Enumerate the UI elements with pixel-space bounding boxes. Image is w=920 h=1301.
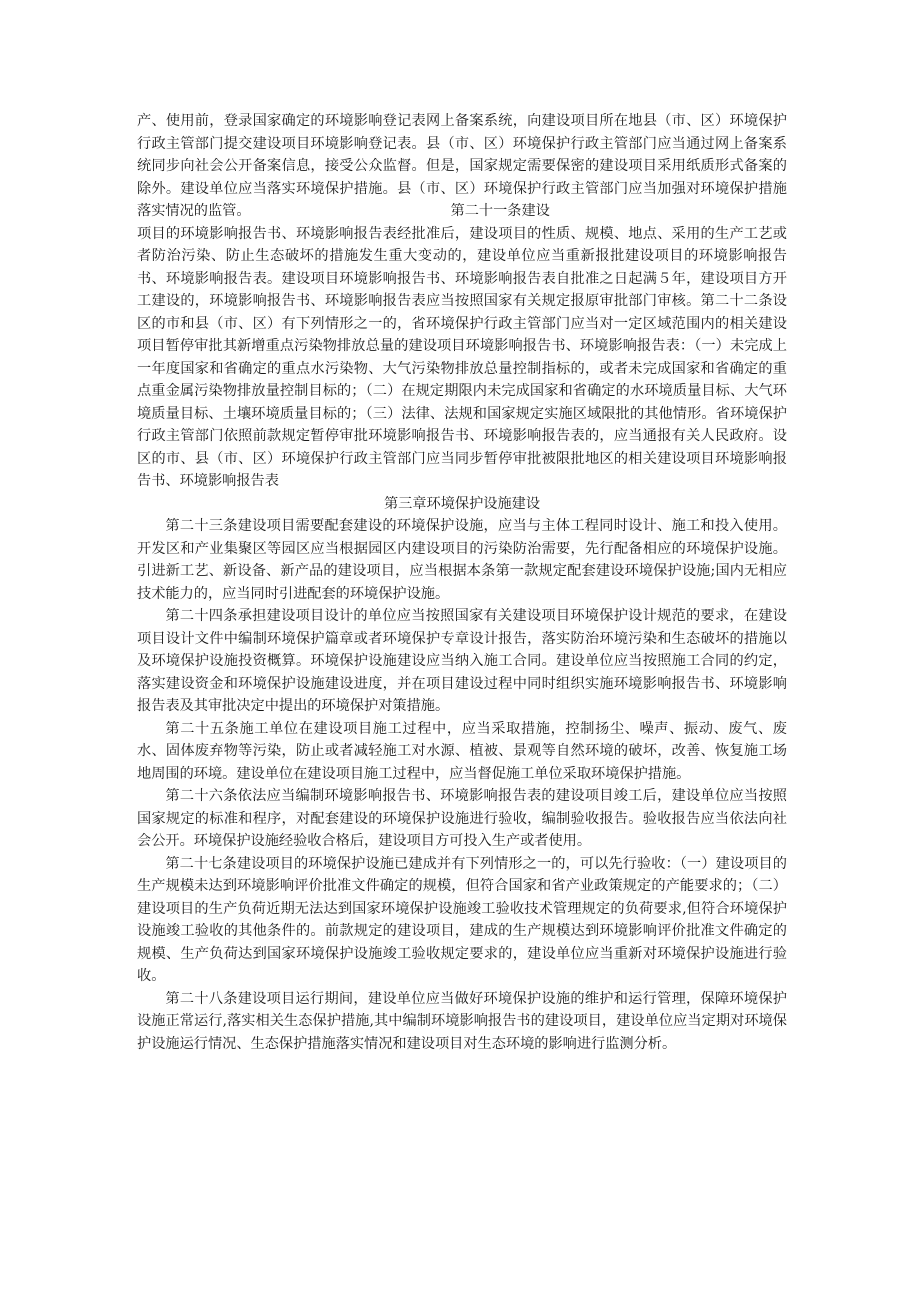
article-24: 第二十四条承担建设项目设计的单位应当按照国家有关建设项目环境保护设计规范的要求，在建设项目设计文件中编制环境保护篇章或者环境保护专章设计报告，落实防治环境污染和生态破坏的措施以及环境保护设施投资概算。环境保护设施建设应当纳入施工合同。建设单位应当按照施工合同的约定，落实建设资金和环境保护设施建设进度，并在项目建设过程中同时组织实施环境影响报告书、环境影响报告表及其审批决定中提出的环境保护对策措施。 [137, 608, 787, 714]
article-23: 第二十三条建设项目需要配套建设的环境保护设施，应当与主体工程同时设计、施工和投入使用。开发区和产业集聚区等园区应当根据园区内建设项目的污染防治需要，先行配备相应的环境保护设施。引进新工艺、新设备、新产品的建设项目，应当根据本条第一款规定配套建设环境保护设施;国内无相应技术能力的，应当同时引进配套的环境保护设施。 [137, 518, 787, 602]
paragraph-block-1 [137, 110, 787, 223]
article-21-heading: 第二十一条建设 [450, 203, 550, 219]
chapter-title: 第三章环境保护设施建设 [383, 495, 541, 512]
document-page [137, 110, 787, 1055]
article-27: 第二十七条建设项目的环境保护设施已建成并有下列情形之一的，可以先行验收：（一）建设项目的生产规模未达到环境影响评价批准文件确定的规模，但符合国家和省产业政策规定的产能要求的；（二）建设项目的生产负荷近期无法达到国家环境保护设施竣工验收技术管理规定的负荷要求,但符合环境保护设施竣工验收的其他条件的。前款规定的建设项目，建成的生产规模达到环境影响评价批准文件确定的规模、生产负荷达到国家环境保护设施竣工验收规定要求的，建设单位应当重新对环境保护设施进行验收。 [137, 855, 787, 984]
article-28: 第二十八条建设项目运行期间，建设单位应当做好环境保护设施的维护和运行管理，保障环境保护设施正常运行,落实相关生态保护措施,其中编制环境影响报告书的建设项目，建设单位应当定期对环境保护设施运行情况、生态保护措施落实情况和建设项目对生态环境的影响进行监测分析。 [137, 990, 787, 1052]
paragraph-block-2: 项目的环境影响报告书、环境影响报告表经批准后，建设项目的性质、规模、地点、采用的生产工艺或者防治污染、防止生态破坏的措施发生重大变动的，建设单位应当重新报批建设项目的环境影响报告书、环境影响报告表。建设项目环境影响报告书、环境影响报告表自批准之日起满５年，建设项目方开工建设的，环境影响报告书、环境影响报告表应当按照国家有关规定报原审批部门审核。第二十二条设区的市和县（市、区）有下列情形之一的，省环境保护行政主管部门应当对一定区域范围内的相关建设项目暂停审批其新增重点污染物排放总量的建设项目环境影响报告书、环境影响报告表：（一）未完成上一年度国家和省确定的重点水污染物、大气污染物排放总量控制指标的，或者未完成国家和省确定的重点重金属污染物排放量控制目标的；（二）在规定期限内未完成国家和省确定的水环境质量目标、大气环境质量目标、土壤环境质量目标的；（三）法律、法规和国家规定实施区域限批的其他情形。省环境保护行政主管部门依照前款规定暂停审批环境影响报告书、环境影响报告表的，应当通报有关人民政府。设区的市、县（市、区）环境保护行政主管部门应当同步暂停审批被限批地区的相关建设项目环境影响报告书、环境影响报告表 [137, 225, 787, 489]
paragraph-block-1-text: 产、使用前，登录国家确定的环境影响登记表网上备案系统，向建设项目所在地县（市、区）环境保护行政主管部门提交建设项目环境影响登记表。县（市、区）环境保护行政主管部门应当通过网上备案系统同步向社会公开备案信息，接受公众监督。但是，国家规定需要保密的建设项目采用纸质形式备案的除外。建设单位应当落实环境保护措施。县（市、区）环境保护行政主管部门应当加强对环境保护措施落实情况的监管。 [137, 113, 787, 219]
article-26: 第二十六条依法应当编制环境影响报告书、环境影响报告表的建设项目竣工后，建设单位应当按照国家规定的标准和程序，对配套建设的环境保护设施进行验收，编制验收报告。验收报告应当依法向社会公开。环境保护设施经验收合格后，建设项目方可投入生产或者使用。 [137, 788, 787, 849]
article-25: 第二十五条施工单位在建设项目施工过程中，应当采取措施，控制扬尘、噪声、振动、废气、废水、固体废弃物等污染，防止或者减轻施工对水源、植被、景观等自然环境的破坏，改善、恢复施工场地周围的环境。建设单位在建设项目施工过程中，应当督促施工单位采取环境保护措施。 [137, 720, 787, 782]
